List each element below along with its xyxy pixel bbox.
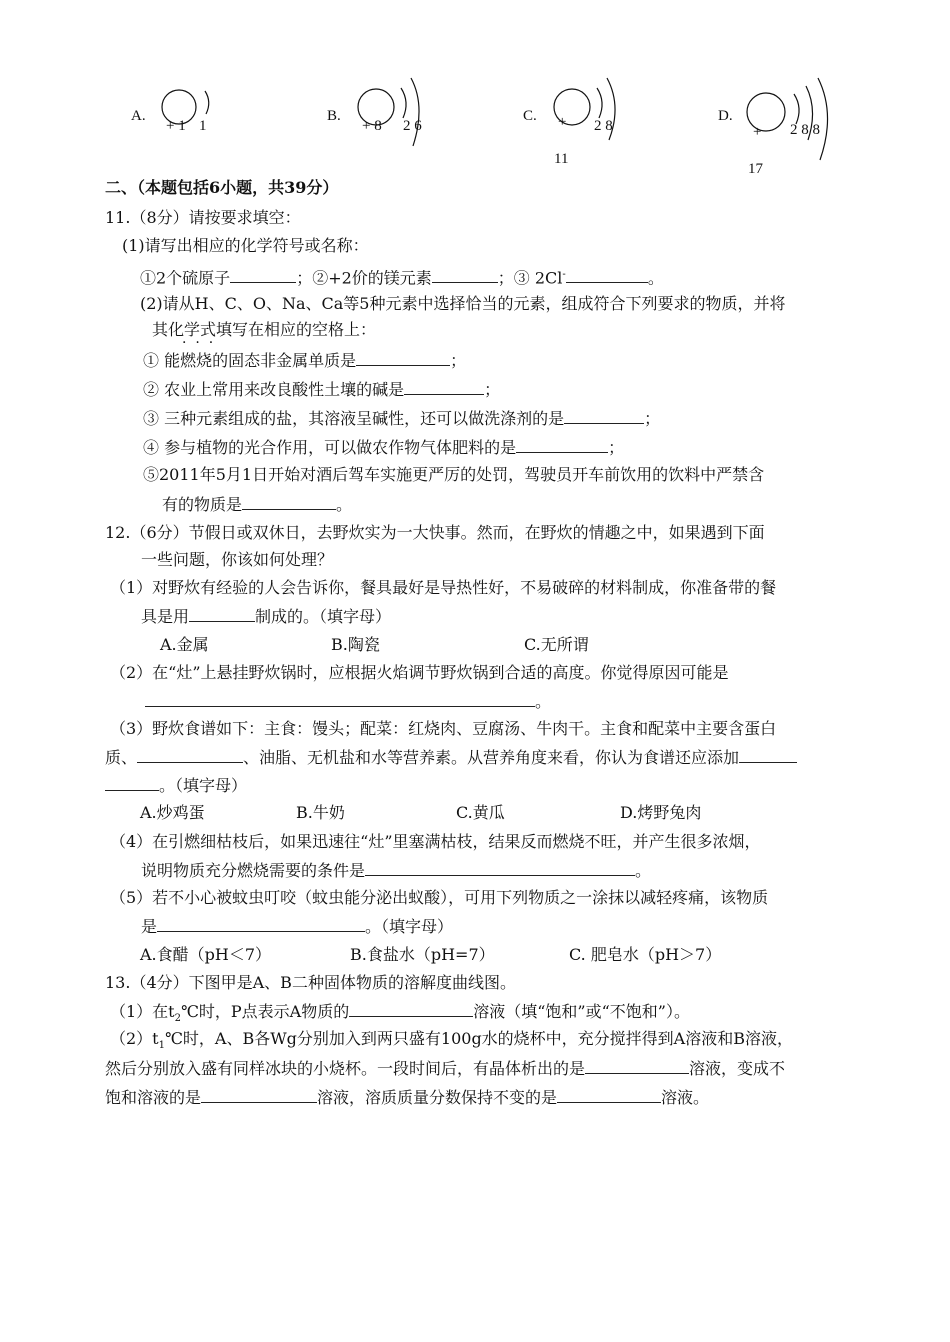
q13-part2-line2 bbox=[105, 1057, 785, 1080]
q11-item-5-blank[interactable] bbox=[242, 493, 336, 510]
q11-part1-a-text: ①2个硫原子 bbox=[140, 268, 231, 288]
q11-part1-blanks bbox=[140, 264, 664, 289]
q11-item-1-text: ① 能燃烧的固态非金属单质是 bbox=[143, 351, 357, 370]
q12-part5-line2 bbox=[141, 915, 453, 938]
q11-item-2-text: ② 农业上常用来改良酸性土壤的碱是 bbox=[143, 380, 405, 399]
q11-item-1-blank[interactable] bbox=[356, 349, 450, 366]
q11-part1-title: (1)请写出相应的化学符号或名称： bbox=[122, 236, 369, 255]
q12-part3-option-a: A.炒鸡蛋 bbox=[140, 803, 205, 822]
q11-item-5-line2 bbox=[162, 493, 352, 516]
atom-a-nucleus: + 1 bbox=[166, 118, 186, 134]
q11-item-4-text: ④ 参与植物的光合作用，可以做农作物气体肥料的是 bbox=[143, 438, 517, 457]
q12-part1-option-a: A.金属 bbox=[160, 635, 209, 654]
q12-part5-option-a: A.食醋（pH＜7） bbox=[140, 945, 272, 964]
atom-b-label: B. bbox=[327, 108, 341, 124]
q13-part2-blank-3[interactable] bbox=[557, 1086, 661, 1103]
q12-part2-line1: （2）在“灶”上悬挂野炊锅时，应根据火焰调节野炊锅到合适的高度。你觉得原因可能是 bbox=[110, 663, 729, 682]
q13-part1 bbox=[110, 1000, 690, 1030]
q11-item-3-end: ； bbox=[644, 409, 661, 428]
q12-part3-blank-2b[interactable] bbox=[105, 774, 159, 791]
atom-c-nucleus: + bbox=[558, 114, 567, 130]
q11-part2-line2: 其化学式填写在相应的空格上： bbox=[152, 320, 377, 339]
q12-part3-text-a: 质、 bbox=[105, 748, 138, 767]
q12-part5-line1: （5）若不小心被蚊虫叮咬（蚊虫能分泌出蚁酸），可用下列物质之一涂抹以减轻疼痛，该物质 bbox=[110, 888, 769, 907]
emphasis-dots: · · · bbox=[182, 335, 214, 351]
q12-stem-line2: 一些问题，你该如何处理？ bbox=[141, 550, 334, 569]
atom-b-nucleus: + 8 bbox=[362, 118, 382, 134]
q11-answer-blank-2[interactable] bbox=[432, 266, 498, 283]
q13-part2-text-f: 溶液，溶质质量分数保持不变的是 bbox=[317, 1088, 558, 1107]
q11-item-2 bbox=[143, 378, 500, 401]
q12-part3-option-c: C.黄瓜 bbox=[456, 803, 505, 822]
q12-part4-blank[interactable] bbox=[365, 859, 635, 876]
q11-item-5-line1: ⑤2011年5月1日开始对酒后驾车实施更严厉的处罚，驾驶员开车前饮用的饮料中严禁含 bbox=[143, 465, 765, 484]
q11-part1-c-text: ；③ 2Cl bbox=[497, 268, 563, 288]
q12-part1-blank[interactable] bbox=[189, 605, 255, 622]
q13-part2-subscript: 1 bbox=[158, 1040, 165, 1052]
q13-part2-text-e: 饱和溶液的是 bbox=[105, 1088, 202, 1107]
q12-part5-text-b: 。（填字母） bbox=[365, 917, 454, 936]
q12-part2-end: 。 bbox=[535, 692, 552, 711]
q13-part2-text-c: 然后分别放入盛有同样冰块的小烧杯。一段时间后，有晶体析出的是 bbox=[105, 1059, 586, 1078]
q11-item-2-blank[interactable] bbox=[404, 378, 484, 395]
q13-part2-text-d: 溶液，变成不 bbox=[689, 1059, 786, 1078]
q11-item-4-blank[interactable] bbox=[516, 436, 608, 453]
q11-part1-end: 。 bbox=[647, 268, 664, 288]
q11-item-1-end: ； bbox=[450, 351, 467, 370]
atom-d-nucleus: + bbox=[753, 124, 762, 140]
q11-item-5-text: 有的物质是 bbox=[162, 495, 243, 514]
q12-part4-text: 说明物质充分燃烧需要的条件是 bbox=[141, 861, 366, 880]
atom-a-label: A. bbox=[131, 108, 146, 124]
q12-part2-line2 bbox=[145, 690, 551, 713]
q11-item-4 bbox=[143, 436, 624, 459]
q12-part3-option-d: D.烤野兔肉 bbox=[620, 803, 702, 822]
q12-part5-text-a: 是 bbox=[141, 917, 158, 936]
atom-c-proton-number: 11 bbox=[554, 151, 569, 167]
atom-d-shell-electrons: 2 8 8 bbox=[790, 122, 820, 138]
atom-d-proton-number: 17 bbox=[748, 161, 763, 177]
q12-part3-blank-1[interactable] bbox=[137, 746, 243, 763]
atom-d-label: D. bbox=[718, 108, 733, 124]
q12-part3-option-b: B.牛奶 bbox=[296, 803, 345, 822]
q11-part1-b-text: ；②+2价的镁元素 bbox=[296, 268, 432, 288]
q12-part2-blank[interactable] bbox=[145, 690, 535, 707]
q13-part2-text-b: ℃时，A、B各Wg分别加入到两只盛有100g水的烧杯中，充分搅拌得到A溶液和B溶液， bbox=[165, 1029, 793, 1048]
q13-part1-text-b: ℃时，P点表示A物质的 bbox=[181, 1002, 350, 1021]
q12-part5-blank[interactable] bbox=[157, 915, 365, 932]
q13-part1-text-c: 溶液（填“饱和”或“不饱和”）。 bbox=[473, 1002, 690, 1021]
q12-part1-option-b: B.陶瓷 bbox=[331, 635, 380, 654]
q12-part3-text-c: 。（填字母） bbox=[159, 776, 248, 795]
q13-part2-text-a: （2）t bbox=[110, 1029, 159, 1048]
q11-answer-blank-1[interactable] bbox=[230, 266, 296, 283]
q12-part3-line3 bbox=[105, 774, 247, 797]
q13-part2-blank-2[interactable] bbox=[201, 1086, 317, 1103]
q13-part2-text-g: 溶液。 bbox=[661, 1088, 710, 1107]
q12-part4-line2 bbox=[141, 859, 651, 882]
q11-item-3-blank[interactable] bbox=[564, 407, 644, 424]
q13-part2-blank-1[interactable] bbox=[585, 1057, 689, 1074]
q11-chloride-charge: - bbox=[562, 269, 566, 280]
q12-part1-line2 bbox=[141, 605, 391, 628]
atom-c-label: C. bbox=[523, 108, 537, 124]
q12-part1-line1: （1）对野炊有经验的人会告诉你，餐具最好是导热性好，不易破碎的材料制成，你准备带的餐 bbox=[110, 578, 777, 597]
q13-part2-line1 bbox=[110, 1028, 793, 1057]
q11-item-3-text: ③ 三种元素组成的盐，其溶液呈碱性，还可以做洗涤剂的是 bbox=[143, 409, 565, 428]
q12-part3-line1: （3）野炊食谱如下：主食：馒头；配菜：红烧肉、豆腐汤、牛肉干。主食和配菜中主要含蛋白 bbox=[110, 719, 777, 738]
q12-part3-blank-2a[interactable] bbox=[739, 746, 797, 763]
atom-a-shell-electrons: 1 bbox=[199, 118, 207, 134]
q11-item-5-end: 。 bbox=[336, 495, 353, 514]
q12-part3-text-b: 、油脂、无机盐和水等营养素。从营养角度来看，你认为食谱还应添加 bbox=[243, 748, 740, 767]
q13-part1-subscript: 2 bbox=[174, 1013, 181, 1025]
q13-part1-text-a: （1）在t bbox=[110, 1002, 175, 1021]
q12-part4-line1: （4）在引燃细枯枝后，如果迅速往“灶”里塞满枯枝，结果反而燃烧不旺，并产生很多浓烟， bbox=[110, 832, 761, 851]
q12-part1-option-c: C.无所谓 bbox=[524, 635, 589, 654]
q12-part4-end: 。 bbox=[635, 861, 652, 880]
q12-part1-text-a: 具是用 bbox=[141, 607, 190, 626]
atom-b-shell-electrons: 2 6 bbox=[403, 118, 422, 134]
q11-item-1 bbox=[143, 349, 466, 372]
q11-item-4-end: ； bbox=[608, 438, 625, 457]
q12-stem-line1: 12.（6分）节假日或双休日，去野炊实为一大快事。然而，在野炊的情趣之中，如果遇到下面 bbox=[105, 523, 765, 542]
q11-item-2-end: ； bbox=[484, 380, 501, 399]
q11-answer-blank-3[interactable] bbox=[566, 266, 648, 283]
q13-part2-line3 bbox=[105, 1086, 709, 1109]
atom-c-shell-electrons: 2 8 bbox=[594, 118, 613, 134]
q11-part2-line1: (2)请从H、C、O、Na、Ca等5种元素中选择恰当的元素，组成符合下列要求的物质，并将 bbox=[140, 294, 786, 313]
section-title: 二、（本题包括6小题，共39分） bbox=[105, 178, 339, 197]
q12-part1-text-b: 制成的。（填字母） bbox=[255, 607, 392, 626]
q12-part5-option-b: B.食盐水（pH=7） bbox=[350, 945, 495, 964]
q12-part3-line2 bbox=[105, 746, 797, 769]
q11-stem: 11.（8分）请按要求填空： bbox=[105, 208, 301, 227]
q11-item-3 bbox=[143, 407, 660, 430]
q13-stem: 13.（4分）下图甲是A、B二种固体物质的溶解度曲线图。 bbox=[105, 973, 516, 992]
q13-part1-blank[interactable] bbox=[349, 1000, 473, 1017]
q12-part5-option-c: C. 肥皂水（pH＞7） bbox=[569, 945, 722, 964]
